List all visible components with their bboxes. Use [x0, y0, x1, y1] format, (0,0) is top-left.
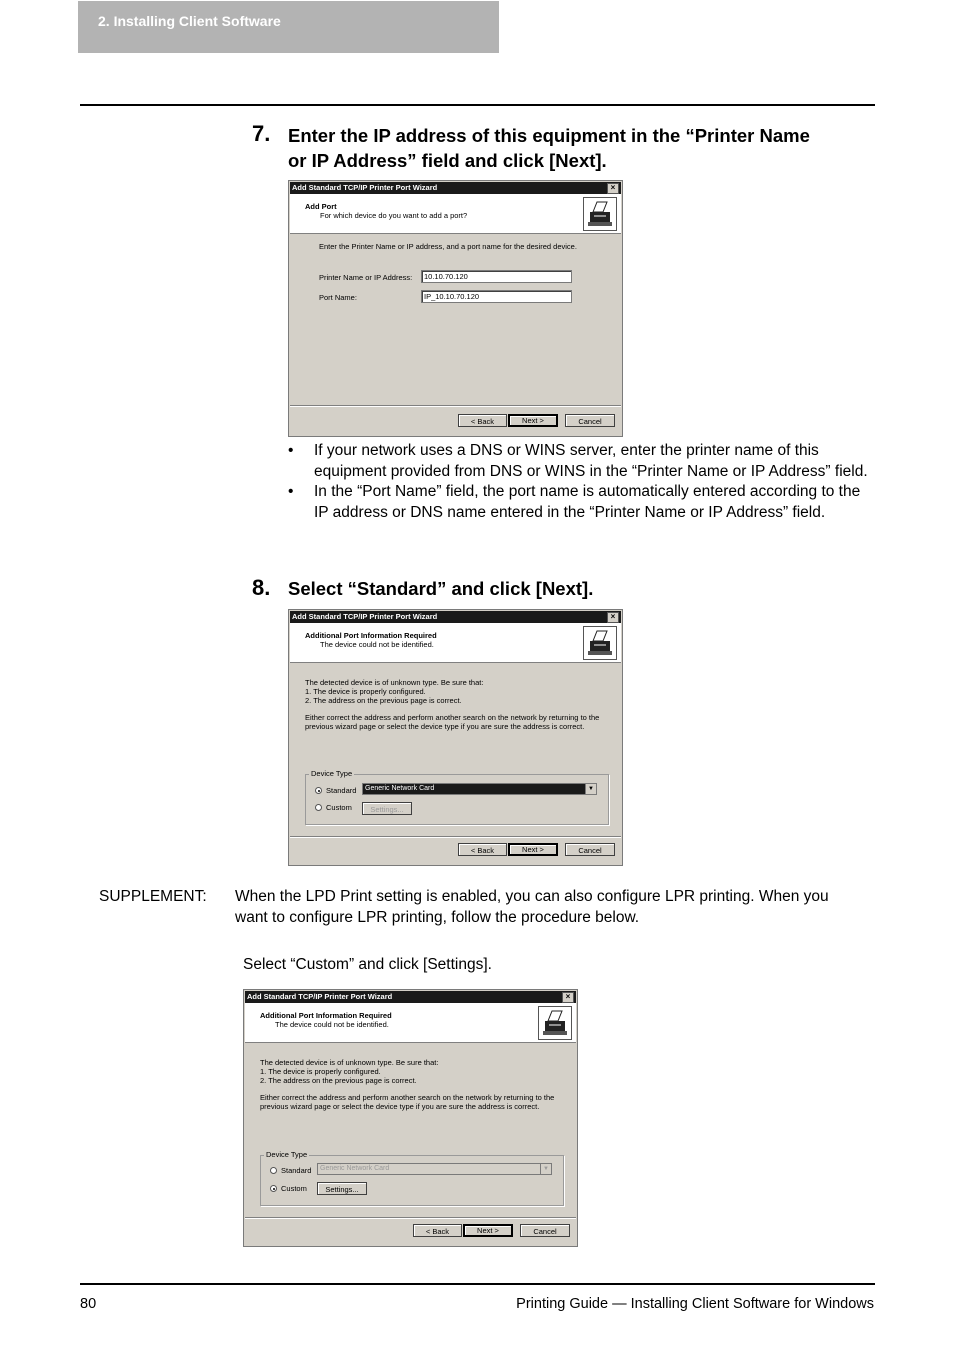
- device-type-combo[interactable]: [362, 783, 597, 795]
- printer-wizard-icon: [583, 197, 617, 231]
- custom-radio[interactable]: [270, 1185, 277, 1192]
- dialog-banner: [290, 623, 621, 663]
- supplement-text: [235, 887, 875, 928]
- dialog-titlebar: [290, 182, 621, 194]
- supplement-line-1: When the LPD Print setting is enabled, you can also configure LPR printing. When you: [235, 888, 829, 905]
- standard-radio[interactable]: [270, 1167, 277, 1174]
- settings-button[interactable]: Settings...: [317, 1182, 367, 1195]
- chevron-down-icon[interactable]: ▼: [540, 1164, 551, 1174]
- dialog-banner: [290, 194, 621, 234]
- body-line-2: 1. The device is properly configured.: [305, 687, 426, 696]
- device-type-dialog-standard: [288, 609, 623, 866]
- close-icon[interactable]: ×: [607, 183, 619, 194]
- dialog-subheading: For which device do you want to add a port?: [320, 211, 468, 220]
- dialog-titlebar: [290, 611, 621, 623]
- port-name-input[interactable]: IP_10.10.70.120: [421, 290, 572, 303]
- port-name-label: Port Name:: [319, 293, 357, 302]
- note-item: • In the “Port Name” field, the port name is automatically entered according to the IP address or DNS name entered in the “Printer Name or IP Address” field.: [288, 482, 878, 523]
- body-line-4: Either correct the address and perform another search on the network by returning to the: [305, 713, 600, 722]
- step-7-line-1: Enter the IP address of this equipment in the “Printer Name: [288, 125, 810, 146]
- next-button[interactable]: Next >: [508, 843, 558, 856]
- body-line-5: previous wizard page or select the device type if you are sure the address is correct.: [260, 1102, 540, 1111]
- cancel-button[interactable]: Cancel: [565, 414, 615, 427]
- page-number: 80: [80, 1296, 97, 1312]
- dialog-titlebar: [245, 991, 576, 1003]
- bottom-rule: [80, 1283, 875, 1285]
- section-title: 2. Installing Client Software: [98, 13, 281, 29]
- device-type-group: [305, 774, 609, 825]
- device-type-label: Device Type: [266, 1150, 308, 1159]
- note-item: • If your network uses a DNS or WINS server, enter the printer name of this equipment provided from DNS or WINS in the “Printer Name or IP Address” field.: [288, 441, 878, 482]
- cancel-button[interactable]: Cancel: [565, 843, 615, 856]
- body-line-3: 2. The address on the previous page is correct.: [260, 1076, 417, 1085]
- step-8-text: Select “Standard” and click [Next].: [288, 578, 594, 599]
- next-button[interactable]: Next >: [508, 414, 558, 427]
- supplement-instruction: Select “Custom” and click [Settings].: [243, 956, 492, 973]
- printer-name-label: Printer Name or IP Address:: [319, 273, 413, 282]
- dialog-heading: Additional Port Information Required: [305, 631, 437, 640]
- dialog-title: Add Standard TCP/IP Printer Port Wizard: [292, 183, 438, 192]
- standard-label: Standard: [281, 1166, 312, 1175]
- instruction-text: Enter the Printer Name or IP address, and a port name for the desired device.: [319, 242, 577, 251]
- device-type-dialog-custom: [243, 989, 578, 1247]
- dialog-banner: [245, 1003, 576, 1043]
- dialog-separator: [290, 405, 621, 407]
- dialog-heading: Add Port: [305, 202, 337, 211]
- standard-radio[interactable]: [315, 787, 322, 794]
- printer-wizard-icon: [583, 626, 617, 660]
- custom-label: Custom: [281, 1184, 307, 1193]
- back-button[interactable]: < Back: [413, 1224, 462, 1237]
- supplement-label: SUPPLEMENT:: [99, 888, 207, 905]
- body-line-1: The detected device is of unknown type. Be sure that:: [260, 1058, 439, 1067]
- custom-label: Custom: [326, 803, 352, 812]
- step-7-line-2: or IP Address” field and click [Next].: [288, 150, 607, 171]
- back-button[interactable]: < Back: [458, 414, 507, 427]
- dialog-subheading: The device could not be identified.: [320, 640, 434, 649]
- dialog-title: Add Standard TCP/IP Printer Port Wizard: [247, 992, 393, 1001]
- body-line-1: The detected device is of unknown type. Be sure that:: [305, 678, 484, 687]
- standard-label: Standard: [326, 786, 357, 795]
- section-header-tab: [78, 1, 499, 53]
- dialog-subheading: The device could not be identified.: [275, 1020, 389, 1029]
- step-7-notes: [288, 441, 878, 523]
- close-icon[interactable]: ×: [607, 612, 619, 623]
- chevron-down-icon[interactable]: ▼: [585, 784, 596, 794]
- body-line-2: 1. The device is properly configured.: [260, 1067, 381, 1076]
- combo-value: Generic Network Card: [365, 785, 435, 792]
- back-button[interactable]: < Back: [458, 843, 507, 856]
- next-button[interactable]: Next >: [463, 1224, 513, 1237]
- close-icon[interactable]: ×: [562, 992, 574, 1003]
- printer-wizard-icon: [538, 1006, 572, 1040]
- cancel-button[interactable]: Cancel: [520, 1224, 570, 1237]
- printer-name-input[interactable]: 10.10.70.120: [421, 270, 572, 283]
- step-7-number: 7.: [252, 121, 271, 146]
- body-line-3: 2. The address on the previous page is correct.: [305, 696, 462, 705]
- supplement-line-2: want to configure LPR printing, follow the procedure below.: [235, 908, 640, 926]
- combo-value: Generic Network Card: [320, 1165, 390, 1172]
- dialog-separator: [245, 1217, 576, 1219]
- footer-title: Printing Guide — Installing Client Software for Windows: [516, 1296, 874, 1312]
- body-line-5: previous wizard page or select the device type if you are sure the address is correct.: [305, 722, 585, 731]
- add-port-dialog-screenshot: [288, 180, 623, 437]
- device-type-label: Device Type: [311, 769, 353, 778]
- step-8-number: 8.: [252, 575, 271, 600]
- dialog-heading: Additional Port Information Required: [260, 1011, 392, 1020]
- custom-radio[interactable]: [315, 804, 322, 811]
- settings-button[interactable]: Settings...: [362, 802, 412, 815]
- dialog-separator: [290, 836, 621, 838]
- dialog-title: Add Standard TCP/IP Printer Port Wizard: [292, 612, 438, 621]
- device-type-combo[interactable]: [317, 1163, 552, 1175]
- top-rule: [80, 104, 875, 106]
- step-7-text: [288, 123, 878, 173]
- body-line-4: Either correct the address and perform another search on the network by returning to the: [260, 1093, 555, 1102]
